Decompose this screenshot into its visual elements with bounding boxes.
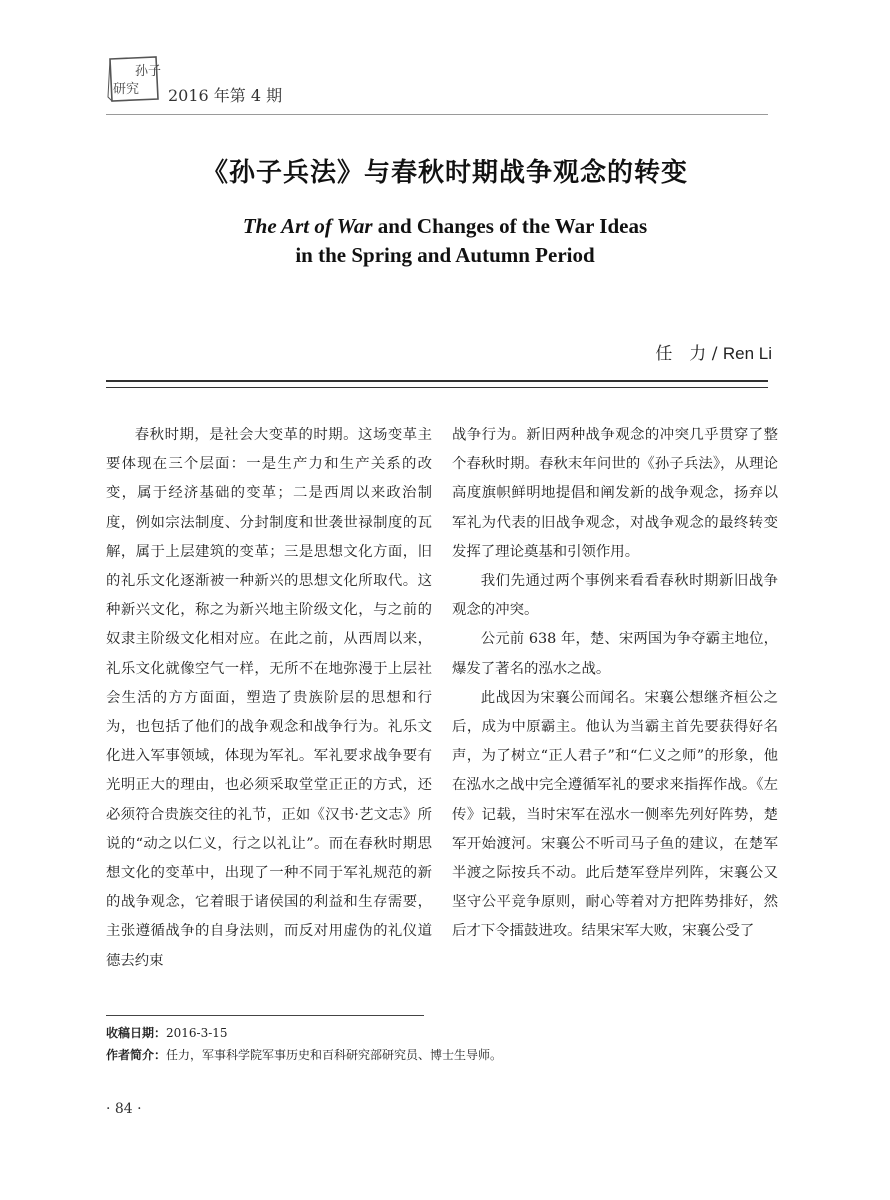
title-en-line1 (0, 212, 890, 241)
article-title-en (0, 212, 890, 270)
author-name-en: Ren Li (722, 344, 772, 363)
title-divider-thick (106, 380, 768, 382)
author-bio-value: 任力，军事科学院军事历史和百科研究部研究员、博士生导师。 (166, 1048, 503, 1062)
title-en-line1-rest: and Changes of the War Ideas (372, 214, 648, 238)
received-date (106, 1022, 502, 1044)
body-column-right (452, 421, 778, 947)
issue-label: 2016 年第 4 期 (168, 86, 283, 105)
title-en-line2: in the Spring and Autumn Period (295, 243, 595, 267)
paragraph: 春秋时期，是社会大变革的时期。这场变革主要体现在三个层面：一是生产力和生产关系的改变，属于经济基础的变革；二是西周以来政治制度，例如宗法制度、分封制度和世袭世禄制度的瓦解，属于上层建筑的变革；三是思想文化方面，旧的礼乐文化逐渐被一种新兴的思想文化所取代。这种新兴文化，称之为新兴地主阶级文化，与之前的奴隶主阶级文化相对应。在此之前，从西周以来，礼乐文化就像空气一样，无所不在地弥漫于上层社会生活的方方面面，塑造了贵族阶层的思想和行为，也包括了他们的战争观念和战争行为。礼乐文化进入军事领域，体现为军礼。军礼要求战争要有光明正大的理由，也必须采取堂堂正正的方式，还必须符合贵族交往的礼节，正如《汉书·艺文志》所说的“动之以仁义，行之以礼让”。而在春秋时期思想文化的变革中，出现了一种不同于军礼规范的新的战争观念，它着眼于诸侯国的利益和生存需要，主张遵循战争的自身法则，而反对用虚伪的礼仪道德去约束 (106, 427, 432, 969)
author-bio-label: 作者简介： (106, 1048, 167, 1062)
footnotes (106, 1022, 502, 1066)
article-title-cn: 《孙子兵法》与春秋时期战争观念的转变 (201, 158, 688, 188)
page-number: · 84 · (106, 1101, 142, 1117)
logo-text-bottom: 研究 (113, 82, 140, 97)
title-en-italic: The Art of War (242, 214, 373, 238)
paragraph: 公元前 638 年，楚、宋两国为争夺霸主地位，爆发了著名的泓水之战。 (452, 631, 778, 677)
journal-logo (106, 53, 162, 105)
received-value: 2016-3-15 (166, 1026, 228, 1040)
logo-text-top: 孙子 (135, 64, 162, 79)
title-divider-thin (106, 387, 768, 388)
paragraph: 此战因为宋襄公而闻名。宋襄公想继齐桓公之后，成为中原霸主。他认为当霸主首先要获得好名声，为了树立“正人君子”和“仁义之师”的形象，他在泓水之战中完全遵循军礼的要求来指挥作战。《左传》记载，当时宋军在泓水一侧率先列好阵势，楚军开始渡河。宋襄公不听司马子鱼的建议，在楚军半渡之际按兵不动。此后楚军登岸列阵，宋襄公又坚守公平竞争原则，耐心等着对方把阵势排好，然后才下令擂鼓进攻。结果宋军大败，宋襄公受了 (452, 689, 778, 940)
header-divider (106, 114, 768, 115)
footnote-divider (106, 1015, 424, 1016)
author-separator: / (706, 344, 723, 364)
author-name-cn: 任 力 (655, 344, 707, 364)
body-column-left (106, 421, 432, 976)
author-bio (106, 1044, 502, 1066)
paragraph: 我们先通过两个事例来看看春秋时期新旧战争观念的冲突。 (452, 573, 778, 619)
received-label: 收稿日期： (106, 1026, 167, 1040)
author-byline (655, 343, 772, 365)
paragraph-continuation: 战争行为。新旧两种战争观念的冲突几乎贯穿了整个春秋时期。春秋末年问世的《孙子兵法》，从理论高度旗帜鲜明地提倡和阐发新的战争观念，扬弃以军礼为代表的旧战争观念，对战争观念的最终转变发挥了理论奠基和引领作用。 (452, 427, 778, 560)
